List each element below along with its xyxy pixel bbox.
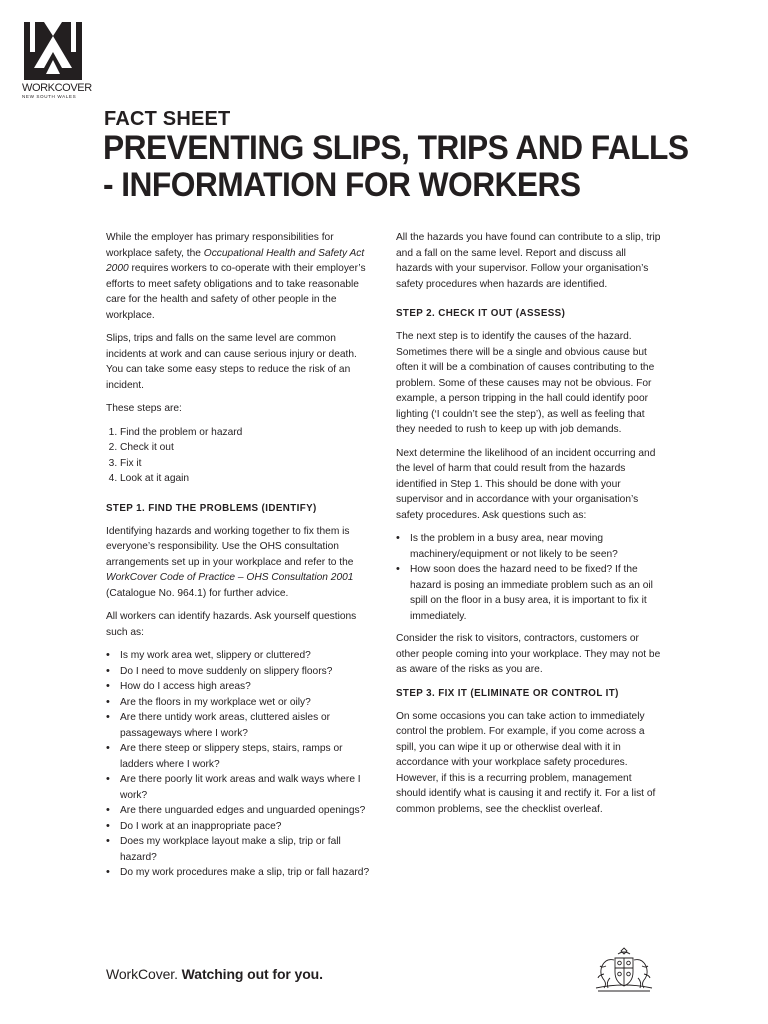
hazards-paragraph: All the hazards you have found can contribute to a slip, trip and a fall on the same level. Report and discuss all hazards with your supervisor. Follow your organisation’s safety procedures when hazards are identified.	[396, 232, 661, 290]
step1-paragraph-2: All workers can identify hazards. Ask yourself questions such as:	[106, 611, 357, 638]
page-title-line-1: PREVENTING SLIPS, TRIPS AND FALLS	[103, 129, 689, 167]
steps-list	[106, 425, 376, 487]
page-title-line-2: - INFORMATION FOR WORKERS	[103, 166, 581, 204]
step3-paragraph-1: On some occasions you can take action to immediately control the problem. For example, if you come across a spill, you can wipe it up or otherwise deal with it in accordance with your workplace safety procedures. However, if this is a recurring problem, management should identify what is causing it and rectify it. For a list of common problems, see the checklist overleaf.	[396, 710, 656, 815]
risk-questions-list	[396, 531, 664, 624]
page-title	[103, 130, 692, 204]
slips-paragraph: Slips, trips and falls on the same level are common incidents at work and can cause serious injury or death. You can take some easy steps to reduce the risk of an incident.	[106, 333, 357, 391]
list-item: 4. Look at it again	[120, 471, 376, 487]
code-of-practice-title: WorkCover Code of Practice – OHS Consultation 2001	[106, 572, 354, 583]
left-column	[106, 230, 376, 888]
workcover-logo	[22, 20, 92, 100]
step3-heading: STEP 3. FIX IT (ELIMINATE OR CONTROL IT)	[396, 687, 619, 699]
step1-heading: STEP 1. FIND THE PROBLEMS (IDENTIFY)	[106, 502, 317, 514]
hazard-questions-list	[106, 648, 376, 881]
fact-sheet-label: FACT SHEET	[104, 108, 231, 130]
list-item: • Is the problem in a busy area, near moving machinery/equipment or not likely to be seen?	[396, 531, 664, 562]
intro-paragraph	[106, 230, 376, 323]
step2-paragraph-1: The next step is to identify the causes of the hazard. Sometimes there will be a single and obvious cause but often it will be a combination of causes contributing to the problem. Some of these causes may not be obvious. For example, a person tripping in the hall could identify poor lighting (‘I couldn’t see the step’), as well as feeling that they needed to rush to keep up with job demands.	[396, 331, 655, 435]
footer-slogan: Watching out for you.	[181, 966, 323, 982]
footer-brand: WorkCover.	[106, 966, 178, 982]
step1-paragraph-1	[106, 524, 376, 602]
list-item: • Is my work area wet, slippery or cluttered?	[106, 648, 376, 664]
step1-text-b: (Catalogue No. 964.1) for further advice.	[106, 587, 289, 599]
list-item: • Are there poorly lit work areas and walk ways where I work?	[106, 772, 376, 803]
list-item: 1. Find the problem or hazard	[120, 425, 376, 441]
step2-heading: STEP 2. CHECK IT OUT (ASSESS)	[396, 308, 566, 319]
step2-paragraph-3: Consider the risk to visitors, contractors, customers or other people coming into your workplace. They may not be as aware of the risks as you are.	[396, 633, 661, 675]
nsw-coat-of-arms-icon	[588, 944, 660, 994]
list-item: • Are the floors in my workplace wet or oily?	[106, 695, 376, 711]
intro-text-b: requires workers to co-operate with their employer’s efforts to meet safety obligations and to take reasonable care for the health and safety of other people in the workplace.	[106, 263, 366, 321]
list-item: • Do I need to move suddenly on slippery floors?	[106, 664, 376, 680]
step2-paragraph-2: Next determine the likelihood of an incident occurring and the level of harm that could result from the hazards identified in Step 1. This should be done with your supervisor and in accordance with your organisation’s safety procedures. Ask questions such as:	[396, 447, 656, 521]
step1-text-a: Identifying hazards and working together to fix them is everyone’s responsibility. Use the OHS consultation arrangements set up in your workplace and refer to the	[106, 525, 354, 568]
right-column	[396, 230, 664, 825]
footer-tagline	[106, 965, 323, 983]
intro-act-title: Occupational Health and Safety Act 2000	[106, 247, 365, 274]
logo-subtitle: NEW SOUTH WALES	[22, 94, 77, 99]
workcover-logo-mark-icon	[22, 20, 84, 82]
list-item: • Does my workplace layout make a slip, trip or fall hazard?	[106, 834, 376, 865]
list-item: • Do I work at an inappropriate pace?	[106, 819, 376, 835]
list-item: • How do I access high areas?	[106, 679, 376, 695]
list-item: • Are there steep or slippery steps, stairs, ramps or ladders where I work?	[106, 741, 376, 772]
list-item: • How soon does the hazard need to be fixed? If the hazard is posing an immediate problem such as an oil spill on the floor in a busy area, it is important to fix it immediately.	[396, 562, 664, 624]
steps-intro: These steps are:	[106, 403, 182, 414]
list-item: • Are there unguarded edges and unguarded openings?	[106, 803, 376, 819]
list-item: • Do my work procedures make a slip, trip or fall hazard?	[106, 865, 376, 881]
list-item: 3. Fix it	[120, 456, 376, 472]
logo-wordmark: WORKCOVER	[22, 82, 92, 94]
list-item: • Are there untidy work areas, cluttered aisles or passageways where I work?	[106, 710, 376, 741]
intro-text-a: While the employer has primary responsibilities for workplace safety, the	[106, 232, 334, 259]
list-item: 2. Check it out	[120, 440, 376, 456]
